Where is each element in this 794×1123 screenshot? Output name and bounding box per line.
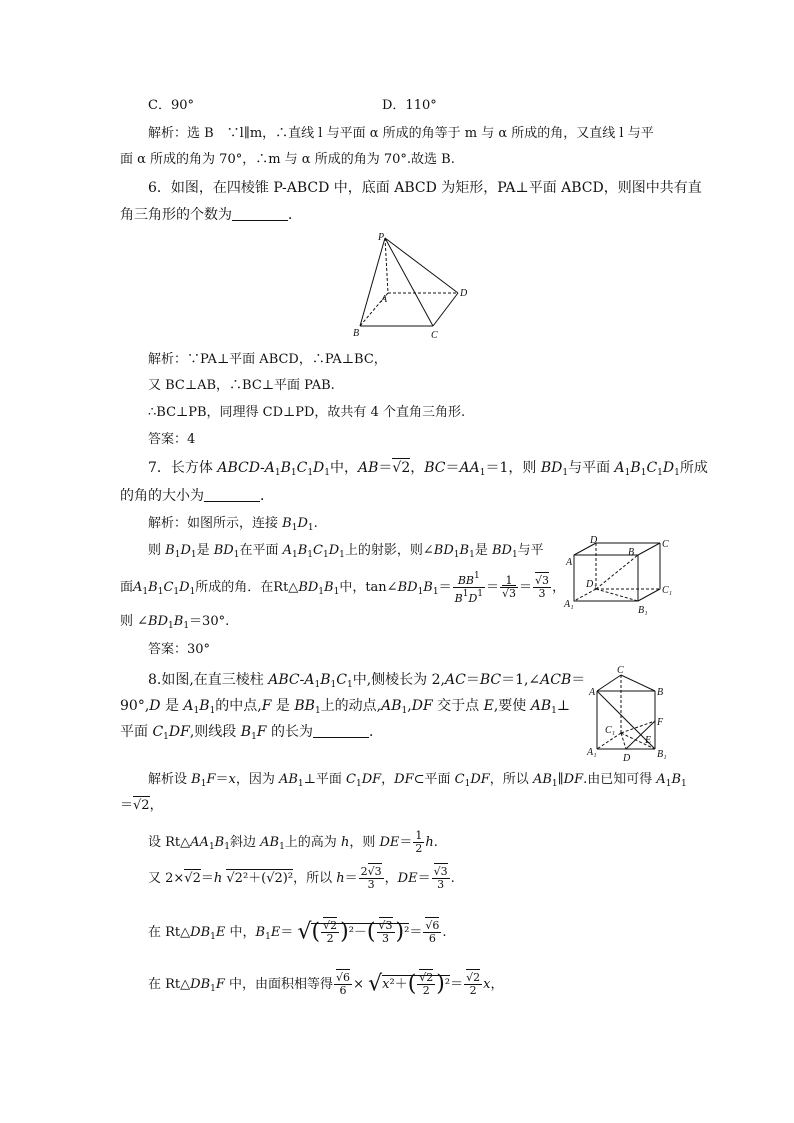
- label-c1: C₁: [605, 725, 616, 736]
- label-a: A: [566, 557, 573, 568]
- label-c1: C₁: [662, 585, 673, 596]
- q8-solution-line4: 又 2×√2＝h √2²＋(√2)²，所以 h＝ $\frac{2√3}{3}$ ，DE＝ $\frac{√3}{3}$ .: [148, 865, 455, 891]
- pyramid-figure: [345, 228, 475, 343]
- label-e: E: [645, 735, 652, 746]
- q6-answer: 答案：4: [148, 432, 196, 447]
- prism-figure: [585, 665, 675, 763]
- q7-answer: 答案：30°: [148, 642, 211, 657]
- q8-solution-line1: 解析设 $B_1F=x$，因为 $AB_1\perp$平面 $C_1DF$，DF⊂平面 $C_1DF$，所以 $AB_1\parallel DF$.由已知可得 $A_1B_1$: [148, 772, 687, 789]
- label-a1: A₁: [564, 599, 574, 610]
- q5-solution-line2: 面 α 所成的角为 70°，∴m 与 α 所成的角为 70°.故选 B.: [120, 152, 455, 167]
- q6-solution-line3: ∴BC⊥PB，同理得 CD⊥PD，故共有 4 个直角三角形.: [148, 405, 466, 420]
- answer-blank: [204, 489, 260, 502]
- label-b: B: [353, 328, 360, 339]
- q6-stem-line1: 6．如图，在四棱锥 P-ABCD 中，底面 ABCD 为矩形，PA⊥平面 ABCD，则图中共有直: [148, 180, 702, 196]
- q7-stem-line2: 的角的大小为 ．: [120, 488, 274, 504]
- label-a: A: [381, 294, 388, 305]
- q8-solution-line5: 在 $Rt\triangle DB_1E$ 中，$B_1E=$ √( $\frac{√2}{2}$ )²－( $\frac{√3}{3}$ )²＝ $\frac{√6}{6}$ .: [148, 919, 447, 945]
- label-p: P: [378, 232, 385, 243]
- label-c: C: [617, 665, 624, 676]
- q5-solution-line1: 解析：选 B ∵l∥m，∴直线 l 与平面 α 所成的角等于 m 与 α 所成的角，又直线 l 与平: [148, 126, 654, 141]
- q6-solution-line2: 又 BC⊥AB，∴BC⊥平面 PAB.: [148, 378, 335, 393]
- q8-solution-line2: ＝√2，: [120, 798, 163, 813]
- q8-solution-line3: 设 $Rt\triangle AA_1B_1$斜边 $AB_1$上的高为 h，则 DE＝ $\frac{1}{2}$ h.: [148, 829, 438, 855]
- label-d1: D₁: [586, 579, 597, 590]
- label-f: F: [657, 717, 664, 728]
- q7-stem-line1: 7．长方体 ABCD-$A_1B_1C_1D_1$中，AB＝√2，$BC=AA_1=1$，则 $BD_1$与平面 $A_1B_1C_1D_1$所成: [148, 460, 708, 478]
- q8-stem-line2: 90°,D 是 $A_1B_1$的中点,F 是 $BB_1$上的动点$,AB_1,DF$ 交于点 E,要使 $AB_1\perp$: [120, 698, 571, 716]
- q7-solution-line1: 解析：如图所示，连接 $B_1D_1$.: [148, 516, 318, 533]
- q6-stem-line2: 角三角形的个数为 ．: [120, 207, 302, 223]
- q7-solution-line3: 面$A_1B_1C_1D_1$所成的角．在$Rt\triangle BD_1B_1$中，$\tan\angle BD_1B_1=$ $\frac{BB^1}{B^1D^1}$ ＝ $\frac{1}{√3}$ ＝ $\frac{√3}{3}$ ，: [120, 571, 566, 605]
- q8-solution-line6: 在 $Rt\triangle DB_1F$ 中，由面积相等得 $\frac{√6}{6}$ × √x²＋( $\frac{√2}{2}$ )²＝ $\frac{√2}{2}$ x，: [148, 971, 504, 997]
- q6-solution-line1: 解析：∵PA⊥平面 ABCD，∴PA⊥BC，: [148, 352, 387, 367]
- q8-stem-line3: 平面 $C_1DF$,则线段 $B_1F$ 的长为 ．: [120, 724, 383, 742]
- label-b1: B₁: [638, 605, 648, 615]
- label-c: C: [431, 330, 438, 341]
- q7-solution-line2: 则 $B_1D_1$是 $BD_1$在平面 $A_1B_1C_1D_1$上的射影，则$\angle BD_1B_1$是 $BD_1$与平: [148, 543, 544, 560]
- option-d: D．110°: [382, 98, 437, 113]
- q8-stem-line1: 8.如图,在直三棱柱 ABC-$A_1B_1C_1$中,侧棱长为 2,AC＝BC＝1,∠ACB＝: [148, 672, 586, 690]
- label-c: C: [662, 539, 669, 550]
- option-c: C．90°: [148, 98, 194, 113]
- label-b: B: [628, 547, 635, 558]
- label-b: B: [657, 687, 664, 698]
- label-a: A: [589, 687, 596, 698]
- label-a1: A₁: [587, 747, 597, 758]
- label-b1: B₁: [657, 749, 667, 760]
- answer-blank: [313, 725, 369, 738]
- cuboid-figure: [560, 535, 680, 615]
- label-d: D: [623, 753, 631, 763]
- q7-solution-line4: 则 $\angle BD_1B_1=30^\circ$.: [120, 614, 230, 631]
- label-d: D: [460, 288, 468, 299]
- label-d: D: [590, 535, 598, 546]
- answer-blank: [232, 208, 288, 221]
